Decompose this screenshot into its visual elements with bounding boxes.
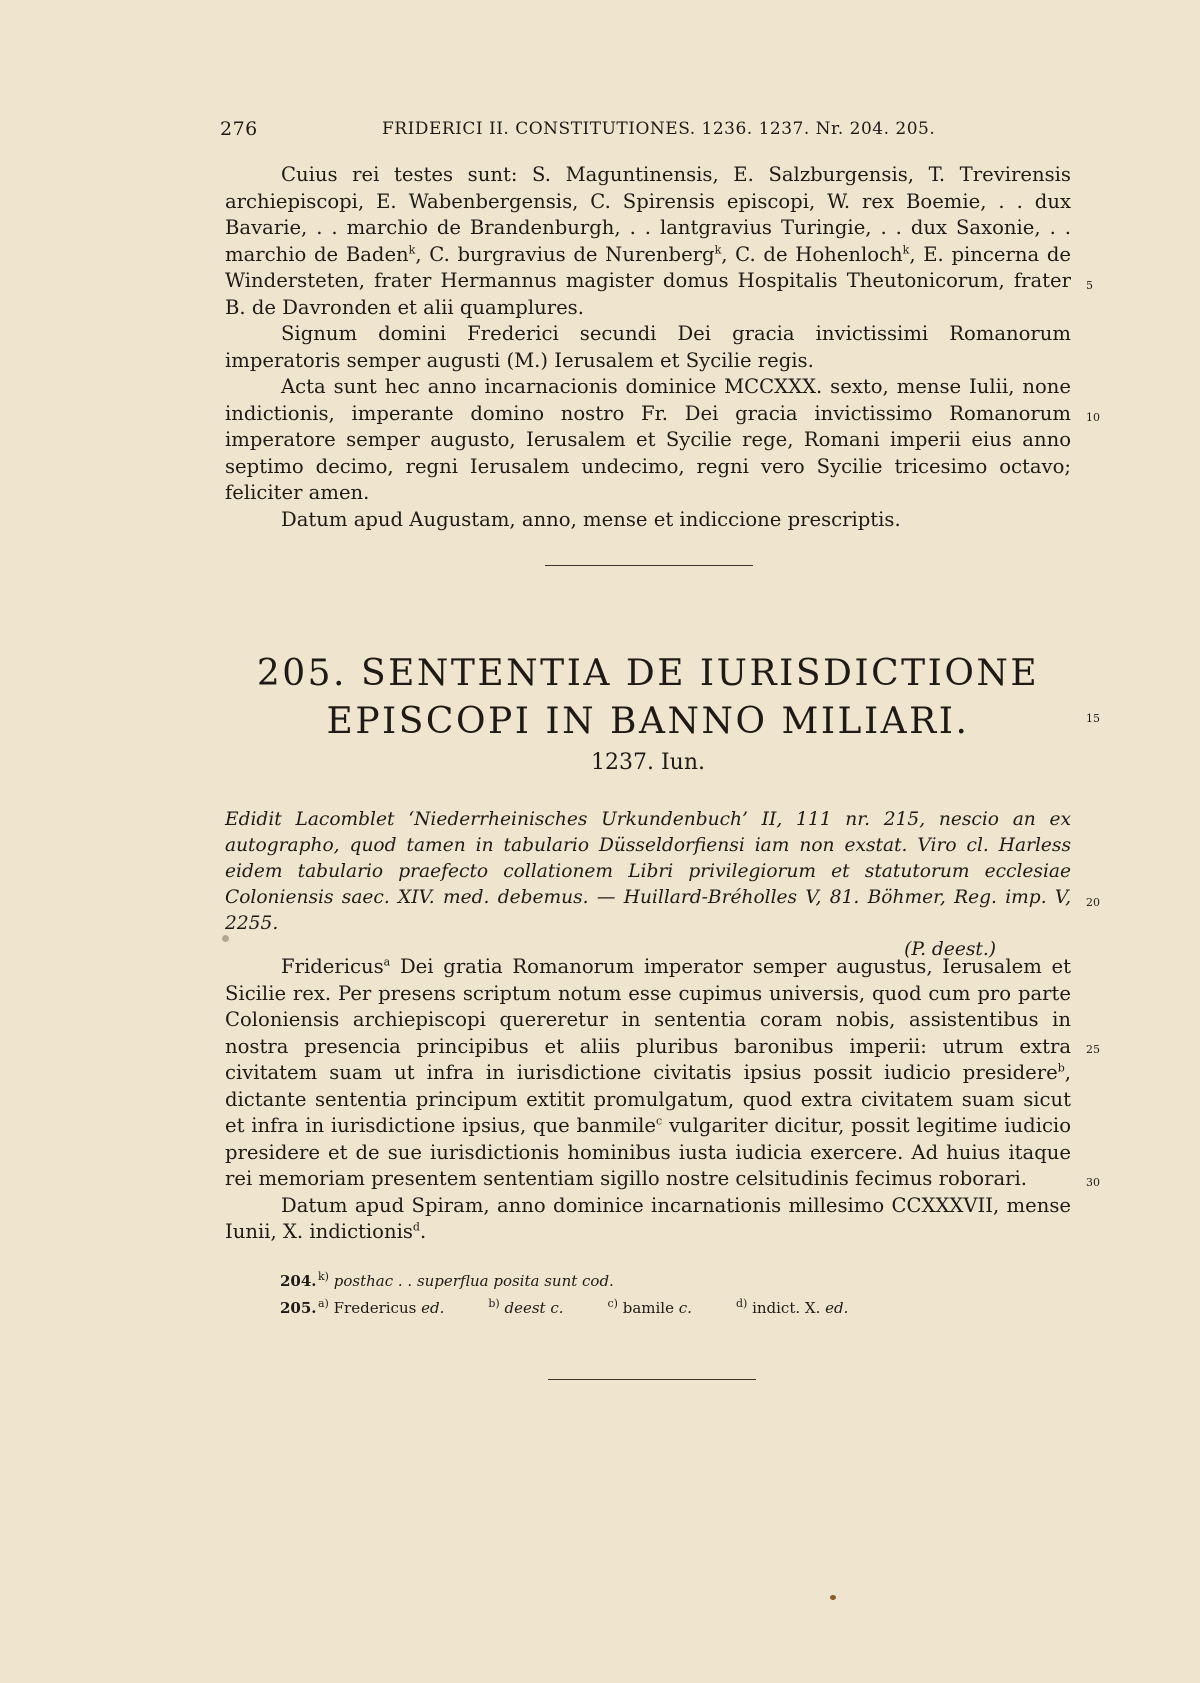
charter-body: Fridericus$^a$ Dei gratia Romanorum imperator semper augustus, Ierusalem et Sicilie rex. Per presens scriptum notum esse cupimus universis, quod cum pro parte Coloniensis archiepiscopi quereretur in sententia coram nobis, assistentibus in nostra presencia principibus et aliis pluribus baronibus imperii: utrum extra civitatem suam ut infra in iurisdictione civitatis ipsius possit iudicio presidere$^b$, dictante sententia principum extitit promulgatum, quod extra civitatem suam sicut et infra in iurisdictione ipsius, que banmile$^c$ vulgariter dicitur, possit legitime iudicio presidere et de sue iurisdictionis hominibus iusta iudicia exercere. Ad huius itaque rei memoriam presentem sententiam sigillo nostre celsitudinis fecimus roborari. [225,955,1071,1190]
footnote-ref: d [412,1220,420,1234]
footnote-row-204 [280,1272,980,1299]
signum-clause: Signum domini Frederici secundi Dei gracia invictissimi Romanorum imperatoris semper augusti (M.) Ierusalem et Sycilie regis. [225,322,1071,372]
acta-clause: Acta sunt hec anno incarnacionis dominice MCCXXX. sexto, mense Iulii, none indictionis, imperante domino nostro Fr. Dei gracia invictissimo Romanorum imperatore semper augusto, Ierusalem et Sycilie rege, Romani imperii eius anno septimo decimo, regni Ierusalem undecimo, regni vero Sycilie tricesimo octavo; feliciter amen. [225,375,1071,504]
footnote-source: ed. [825,1299,849,1317]
line-number: 20 [1086,896,1100,909]
footnote-mark: a) [318,1297,329,1310]
footnote-source: ed. [421,1299,445,1317]
line-number: 5 [1086,279,1093,292]
footnote-source: deest c. [504,1299,564,1317]
page-number: 276 [220,118,258,140]
footnote-mark: k) [318,1270,329,1283]
edition-note-text: Edidit Lacomblet ‘Niederrheinisches Urkundenbuch’ II, 111 nr. 215, nescio an ex autographo, quod tamen in tabulario Düsseldorfiensi iam non exstat. Viro cl. Harless eidem tabulario praefecto collationem Libri privilegiorum et statutorum ecclesiae Coloniensis saec. XIV. med. debemus. — Huillard-Bréholles V, 81. Böhmer, Reg. imp. V, 2255. [225,809,1071,934]
line-number: 10 [1086,411,1100,424]
document-204-text [225,162,1071,533]
footnote-item [318,1272,614,1290]
footnote-ref: k [408,242,416,256]
footnote-ref: b [1057,1061,1065,1075]
footnote-source: c. [678,1299,692,1317]
footnote-ref: a [383,955,391,969]
line-number: 15 [1086,712,1100,725]
footnote-text: Fredericus [333,1299,417,1317]
edition-note [225,807,1071,963]
footnote-row-205 [280,1299,980,1326]
witness-list: Cuius rei testes sunt: S. Maguntinensis, E. Salzburgensis, T. Trevirensis archiepiscopi, E. Wabenbergensis, C. Spirensis episcopi, W. rex Boemie, . . dux Bavarie, . . marchio de Brandenburgh, . . lantgravius Turingie, . . dux Saxonie, . . marchio de Baden$^k$, C. burgravius de Nurenberg$^k$, C. de Hohenloch$^k$, E. pincerna de Windersteten, frater Hermannus magister domus Hospitalis Theutonicorum, frater B. de Davronden et alii quamplures. [225,163,1071,319]
datum-clause: Datum apud Augustam, anno, mense et indiccione prescriptis. [281,507,901,531]
footnote-item [488,1299,563,1317]
footnote-item [608,1299,692,1317]
footnote-item [318,1299,444,1317]
title-line-1: 205. SENTENTIA DE IURISDICTIONE [256,653,1040,694]
running-title: FRIDERICI II. CONSTITUTIONES. 1236. 1237. Nr. 204. 205. [382,119,936,139]
footnote-item [736,1299,848,1317]
footnote-ref: k [714,242,722,256]
footnote-mark: b) [488,1297,500,1310]
footnote-number: 204. [280,1272,317,1290]
footnote-text: bamile [622,1299,674,1317]
footnote-text: indict. X. [752,1299,821,1317]
section-divider [545,565,753,566]
footnote-ref: c [656,1114,663,1128]
edition-note-end: (P. deest.) [904,939,996,960]
footnote-number: 205. [280,1299,317,1317]
charter-datum: Datum apud Spiram, anno dominice incarnationis millesimo CCXXXVII, mense Iunii, X. indictionis$^d$. [225,1193,1071,1243]
line-number: 25 [1086,1043,1100,1056]
footnote-mark: c) [607,1297,618,1310]
document-date: 1237. Iun. [591,750,705,775]
footnote-text: posthac . . superflua posita sunt cod. [333,1272,614,1290]
document-205-title [225,650,1071,746]
paper-blemish [830,1595,836,1600]
title-line-2: EPISCOPI IN BANNO MILIARI. [326,701,970,742]
document-205-text [225,954,1071,1246]
footnote-ref: k [902,242,910,256]
footnote-mark: d) [735,1297,748,1310]
footnotes [280,1272,980,1326]
line-number: 30 [1086,1176,1100,1189]
paper-blemish [222,935,229,942]
end-divider [548,1379,756,1380]
